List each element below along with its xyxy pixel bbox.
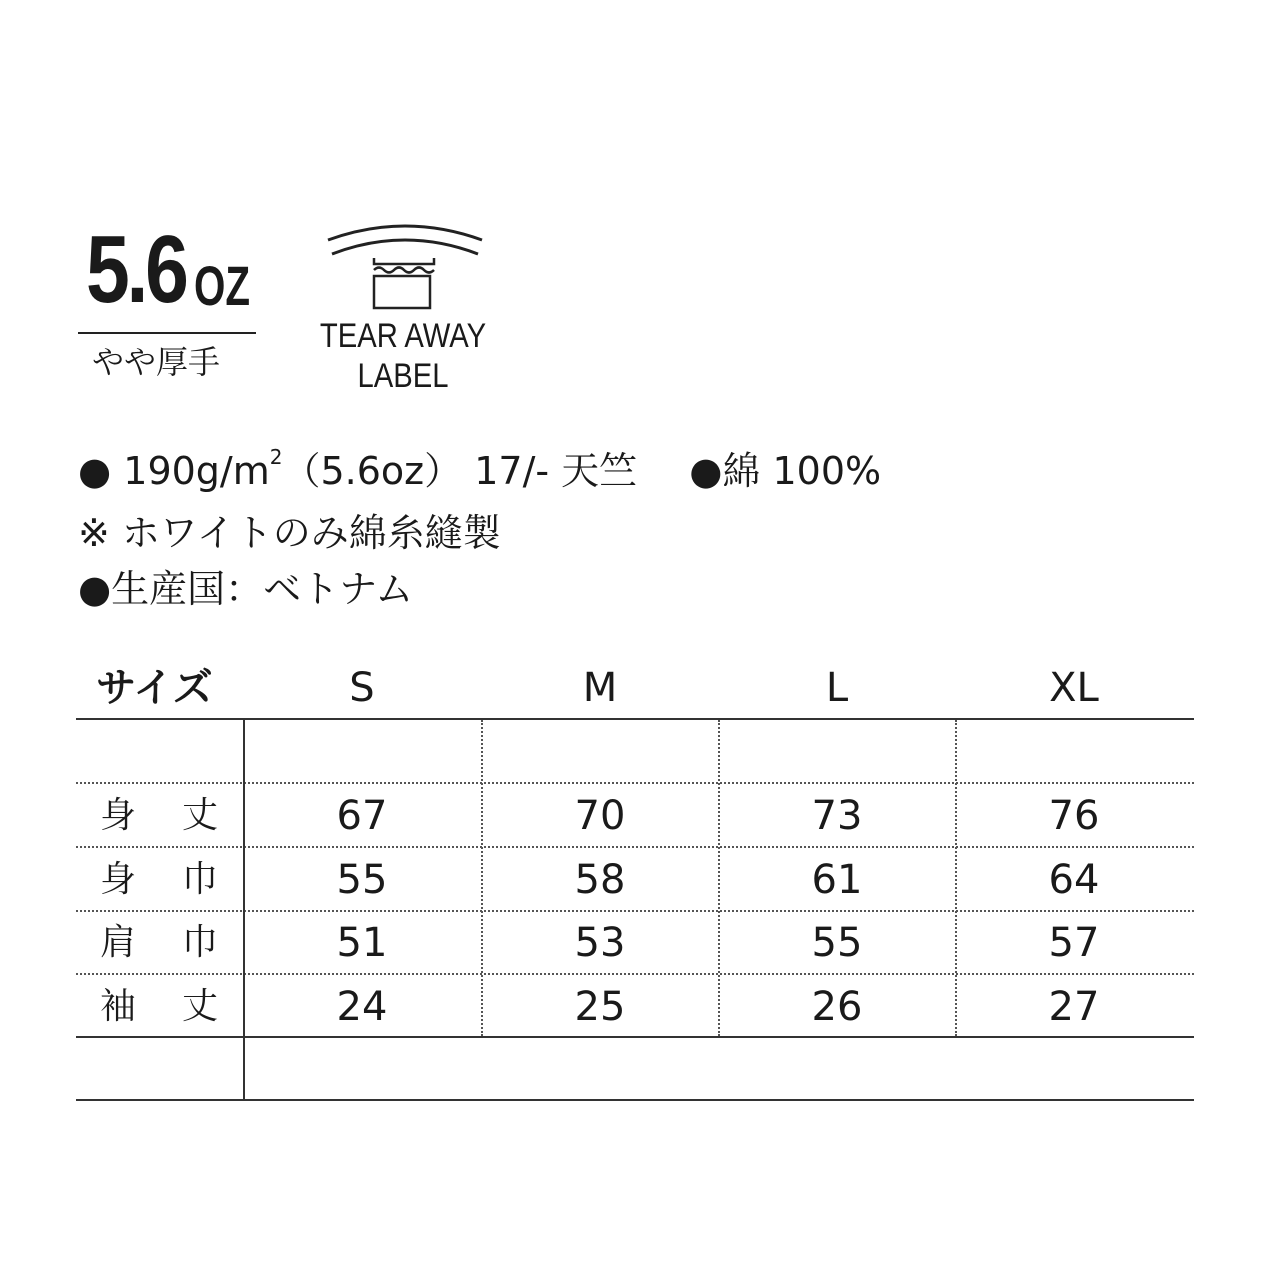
tear-away-line-1: TEAR AWAY [319,317,487,355]
table-cell: 76 [1048,793,1100,839]
bullet-icon: ● [78,449,112,493]
table-cell: 64 [1048,857,1100,903]
weight-description: やや厚手 [92,343,221,381]
row-label-part: 巾 [181,922,218,963]
row-label-part: 丈 [181,795,218,836]
row-label-body-width [100,859,218,900]
row-label-part: 丈 [181,986,218,1027]
table-cell: 70 [574,793,626,839]
size-header-label: サイズ [96,665,213,711]
spec-origin: ●生産国：ベトナム [78,567,414,611]
table-cell: 25 [574,984,626,1030]
table-cell: 67 [336,793,388,839]
spec-note: ※ ホワイトのみ綿糸縫製 [78,511,501,555]
size-header-l: L [825,665,849,711]
row-label-shoulder-width [100,922,218,963]
size-header-s: S [349,665,375,711]
row-label-part: 袖 [100,986,137,1027]
table-cell: 24 [336,984,388,1030]
table-cell: 73 [811,793,863,839]
tear-away-line-2: LABEL [357,357,449,395]
fabric-weight-oz: （5.6oz） [282,449,463,493]
table-cell: 58 [574,857,626,903]
row-label-sleeve-length [100,986,218,1027]
table-cell: 26 [811,984,863,1030]
size-header-xl: XL [1049,665,1099,711]
tear-away-label-text [311,316,495,396]
row-label-part: 身 [100,859,137,900]
table-cell: 57 [1048,920,1100,966]
size-header-m: M [582,665,618,711]
yarn-type: 17/- 天竺 [474,449,638,493]
weight-unit: OZ [194,254,250,317]
fabric-weight-superscript: 2 [269,445,283,470]
tear-away-label-icon [320,220,490,320]
table-cell: 55 [336,857,388,903]
row-label-part: 巾 [181,859,218,900]
table-cell: 53 [574,920,626,966]
row-label-part: 肩 [100,922,137,963]
table-cell: 61 [811,857,863,903]
table-cell: 55 [811,920,863,966]
weight-value: 5.6 [86,216,186,323]
material: ●綿 100% [689,449,882,493]
table-label-column-border [243,718,245,1101]
spec-fabric-line [78,445,882,493]
weight-divider [78,332,256,334]
fabric-weight: 190g/m [123,449,270,493]
table-cell: 51 [336,920,388,966]
table-cell: 27 [1048,984,1100,1030]
row-label-part: 身 [100,795,137,836]
row-label-body-length [100,795,218,836]
